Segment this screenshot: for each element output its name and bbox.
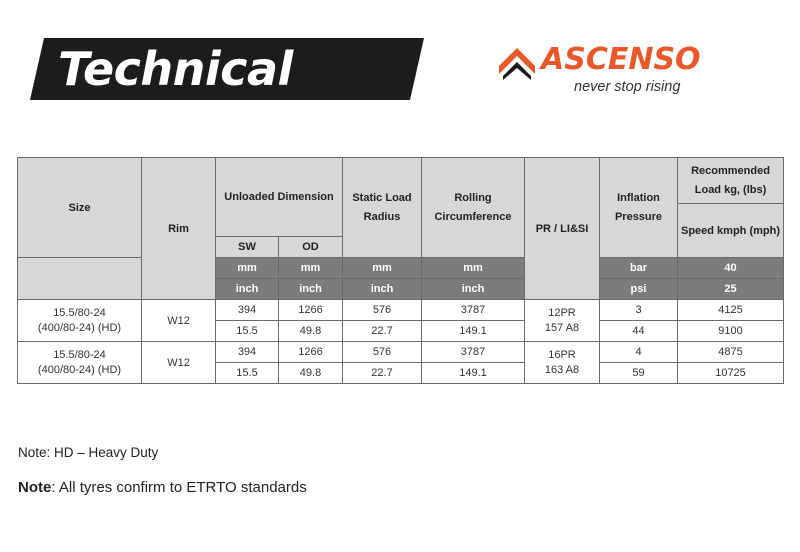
load-kg: 4875 bbox=[678, 342, 784, 363]
rim-cell: W12 bbox=[142, 300, 216, 342]
od-mm: 1266 bbox=[279, 342, 343, 363]
unit-rc-imperial: inch bbox=[422, 279, 525, 300]
size-line1: 15.5/80-24 bbox=[53, 349, 106, 361]
unit-pressure-metric: bar bbox=[600, 258, 678, 279]
rim-cell: W12 bbox=[142, 342, 216, 384]
unit-slr-metric: mm bbox=[343, 258, 422, 279]
slr-mm: 576 bbox=[343, 342, 422, 363]
rc-inch: 149.1 bbox=[422, 321, 525, 342]
unit-sw-metric: mm bbox=[216, 258, 279, 279]
slr-mm: 576 bbox=[343, 300, 422, 321]
sw-mm: 394 bbox=[216, 300, 279, 321]
slr-inch: 22.7 bbox=[343, 363, 422, 384]
header-od: OD bbox=[279, 237, 343, 258]
unit-od-metric: mm bbox=[279, 258, 343, 279]
header-size-filler bbox=[18, 258, 142, 279]
size-line2: (400/80-24) (HD) bbox=[37, 364, 122, 376]
speed-kmph: 40 bbox=[678, 258, 784, 279]
pr-cell bbox=[525, 300, 600, 342]
header-rolling-circumference: Rolling Circumference bbox=[422, 158, 525, 258]
od-inch: 49.8 bbox=[279, 321, 343, 342]
table-row bbox=[18, 342, 784, 363]
header-recommended-load: Recommended Load kg, (lbs) bbox=[678, 158, 784, 204]
unit-rc-metric: mm bbox=[422, 258, 525, 279]
brand-name: ASCENSO bbox=[541, 42, 701, 77]
title-banner bbox=[30, 38, 424, 150]
header-unloaded-dimension: Unloaded Dimension bbox=[216, 158, 343, 237]
header-size-filler-2 bbox=[18, 279, 142, 300]
load-lbs: 10725 bbox=[678, 363, 784, 384]
header-pr-lisi: PR / LI&SI bbox=[525, 158, 600, 300]
speed-mph: 25 bbox=[678, 279, 784, 300]
unit-od-imperial: inch bbox=[279, 279, 343, 300]
load-lbs: 9100 bbox=[678, 321, 784, 342]
unit-sw-imperial: inch bbox=[216, 279, 279, 300]
pressure-psi: 59 bbox=[600, 363, 678, 384]
pressure-psi: 44 bbox=[600, 321, 678, 342]
header-static-load-radius: Static Load Radius bbox=[343, 158, 422, 258]
note-etrto-text: : All tyres confirm to ETRTO standards bbox=[51, 479, 307, 496]
sw-inch: 15.5 bbox=[216, 321, 279, 342]
note-etrto-label: Note bbox=[18, 479, 52, 496]
load-kg: 4125 bbox=[678, 300, 784, 321]
sw-mm: 394 bbox=[216, 342, 279, 363]
technical-data-table bbox=[17, 157, 784, 384]
rc-mm: 3787 bbox=[422, 342, 525, 363]
page-title: Technical Data bbox=[58, 42, 293, 150]
rc-inch: 149.1 bbox=[422, 363, 525, 384]
size-line2: (400/80-24) (HD) bbox=[37, 322, 122, 334]
size-cell bbox=[18, 300, 142, 342]
note-etrto bbox=[18, 479, 307, 496]
od-inch: 49.8 bbox=[279, 363, 343, 384]
size-cell bbox=[18, 342, 142, 384]
unit-pressure-imperial: psi bbox=[600, 279, 678, 300]
header-rim: Rim bbox=[142, 158, 216, 300]
chevron-logo-icon bbox=[497, 42, 537, 82]
rc-mm: 3787 bbox=[422, 300, 525, 321]
pr-line2: 157 A8 bbox=[544, 322, 580, 334]
header-sw: SW bbox=[216, 237, 279, 258]
pr-line2: 163 A8 bbox=[544, 364, 580, 376]
pr-line1: 16PR bbox=[548, 349, 576, 361]
unit-slr-imperial: inch bbox=[343, 279, 422, 300]
header-size: Size bbox=[18, 158, 142, 258]
size-line1: 15.5/80-24 bbox=[53, 307, 106, 319]
brand-tagline: never stop rising bbox=[574, 79, 681, 95]
note-heavy-duty: Note: HD – Heavy Duty bbox=[18, 445, 159, 460]
sw-inch: 15.5 bbox=[216, 363, 279, 384]
table-row bbox=[18, 300, 784, 321]
pr-cell bbox=[525, 342, 600, 384]
pr-line1: 12PR bbox=[548, 307, 576, 319]
pressure-bar: 3 bbox=[600, 300, 678, 321]
slr-inch: 22.7 bbox=[343, 321, 422, 342]
header-speed: Speed kmph (mph) bbox=[678, 204, 784, 258]
header-inflation-pressure: Inflation Pressure bbox=[600, 158, 678, 258]
od-mm: 1266 bbox=[279, 300, 343, 321]
brand-logo bbox=[497, 40, 727, 100]
pressure-bar: 4 bbox=[600, 342, 678, 363]
